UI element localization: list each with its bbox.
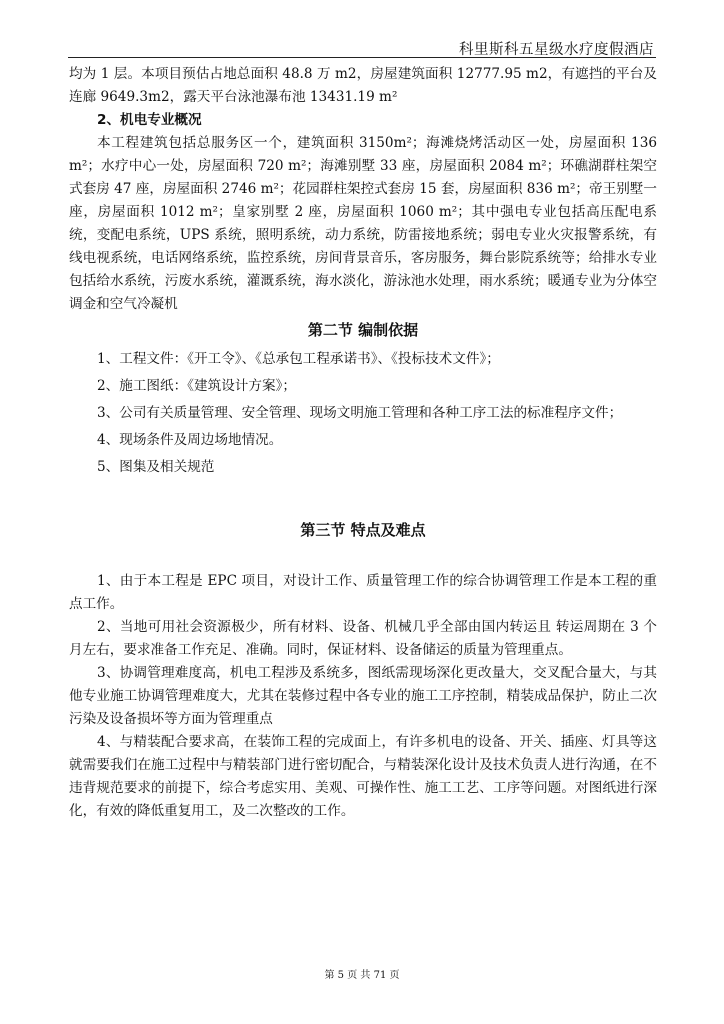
- header-rule: [68, 57, 656, 58]
- difficulty-paragraph: 4、与精装配合要求高，在装饰工程的完成面上，有许多机电的设备、开关、插座、灯具等这就需要我们在施工过程中与精装部门进行密切配合，与精装深化设计及技术负责人进行沟通，在不违背规范要求的前提下，综合考虑实用、美观、可操作性、施工工艺、工序等问题。对图纸进行深化，有效的降低重复用工，及二次整改的工作。: [69, 734, 657, 819]
- basis-item: 1、工程文件：《开工令》、《总承包工程承诺书》、《投标技术文件》；: [97, 351, 500, 367]
- basis-item: 2、施工图纸：《建筑设计方案》；: [97, 378, 296, 394]
- header-title: 科里斯科五星级水疗度假酒店: [459, 42, 654, 58]
- difficulty-paragraph: 1、由于本工程是 EPC 项目，对设计工作、质量管理工作的综合协调管理工作是本工程的重点工作。: [69, 573, 657, 612]
- section-3-heading: 第三节 特点及难点: [300, 521, 426, 539]
- mep-overview-paragraph: 本工程建筑包括总服务区一个，建筑面积 3150m²；海滩烧烤活动区一处，房屋面积 136 m²；水疗中心一处，房屋面积 720 m²；海滩别墅 33 座，房屋面积 2084 m²；环礁湖群柱架空式套房 47 座，房屋面积 2746 m²；花园群柱架控式套房 15 套，房屋面积 836 m²；帝王别墅一座，房屋面积 1012 m²；皇家别墅 2 座，房屋面积 1060 m²；其中强电专业包括高压配电系统，变配电系统，UPS 系统，照明系统，动力系统，防雷接地系统；弱电专业火灾报警系统，有线电视系统，电话网络系统，监控系统，房间背景音乐，客房服务，舞台影院系统等；给排水专业包括给水系统，污废水系统，灌溉系统，海水淡化，游泳池水处理，雨水系统；暖通专业为分体空调金和空气冷凝机: [69, 135, 657, 312]
- difficulty-paragraph: 3、协调管理难度高，机电工程涉及系统多，图纸需现场深化更改量大，交叉配合量大，与其他专业施工协调管理难度大，尤其在装修过程中各专业的施工工序控制，精装成品保护，防止二次污染及设备损坏等方面为管理重点: [69, 665, 657, 727]
- basis-item: 3、公司有关质量管理、安全管理、现场文明施工管理和各种工序工法的标准程序文件；: [97, 405, 623, 421]
- basis-item: 5、图集及相关规范: [97, 459, 215, 475]
- page-footer: 第 5 页 共 71 页: [324, 970, 400, 981]
- basis-item: 4、现场条件及周边场地情况。: [97, 432, 283, 448]
- mep-overview-subheading: 2、机电专业概况: [97, 112, 202, 128]
- difficulty-paragraph: 2、当地可用社会资源极少，所有材料、设备、机械几乎全部由国内转运且 转运周期在 3 个月左右，要求准备工作充足、准确。同时，保证材料、设备储运的质量为管理重点。: [69, 619, 657, 658]
- section-2-heading: 第二节 编制依据: [307, 321, 419, 339]
- document-body: [69, 63, 657, 823]
- intro-paragraph: 均为 1 层。本项目预估占地总面积 48.8 万 m2，房屋建筑面积 12777.95 m2，有遮挡的平台及连廊 9649.3m2，露天平台泳池瀑布池 13431.19 m²: [69, 66, 657, 105]
